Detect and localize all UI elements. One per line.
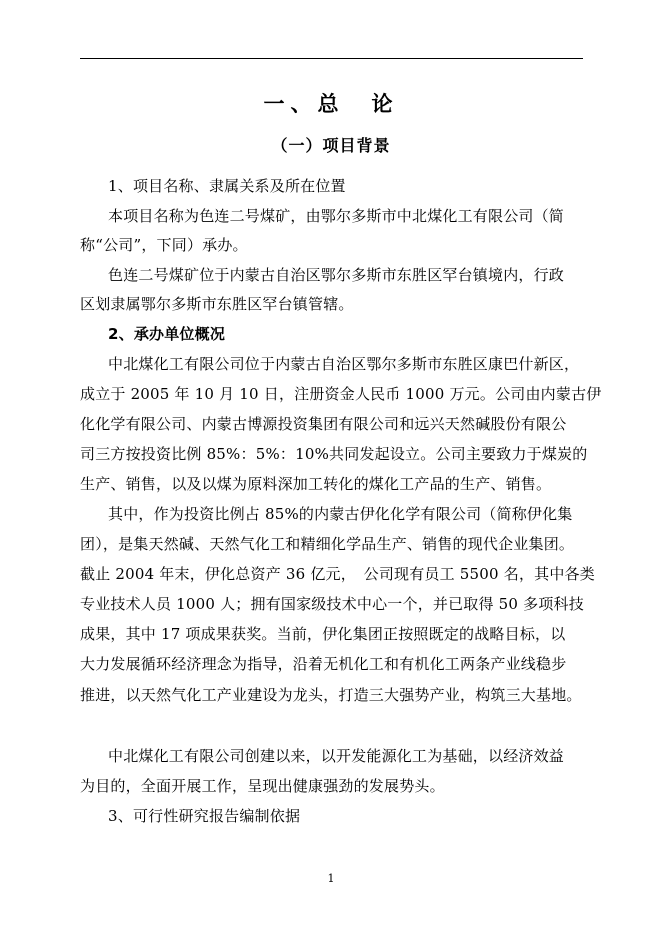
paragraph-line: 大力发展循环经济理念为指导，沿着无机化工和有机化工两条产业线稳步 xyxy=(80,655,567,673)
paragraph-line: 截止 2004 年末，伊化总资产 36 亿元， 公司现有员工 5500 名，其中各类 xyxy=(80,565,595,583)
chapter-title: 一、总 论 xyxy=(263,92,399,116)
paragraph-line: 称“公司”，下同）承办。 xyxy=(80,236,248,254)
header-rule xyxy=(80,58,583,59)
paragraph-line: 专业技术人员 1000 人；拥有国家级技术中心一个，并已取得 50 多项科技 xyxy=(80,595,584,613)
paragraph-line: 化化学有限公司、内蒙古博源投资集团有限公司和远兴天然碱股份有限公 xyxy=(80,415,567,433)
paragraph-line: 为目的，全面开展工作，呈现出健康强劲的发展势头。 xyxy=(80,777,445,795)
paragraph-line: 中北煤化工有限公司位于内蒙古自治区鄂尔多斯市东胜区康巴什新区， xyxy=(108,355,580,373)
paragraph-line: 司三方按投资比例 85%：5%：10%共同发起设立。公司主要致力于煤炭的 xyxy=(80,445,588,463)
paragraph-line: 本项目名称为色连二号煤矿，由鄂尔多斯市中北煤化工有限公司（简 xyxy=(108,207,565,225)
paragraph-line: 成立于 2005 年 10 月 10 日，注册资金人民币 1000 万元。公司由内蒙古伊 xyxy=(80,385,602,403)
section-title: （一）项目背景 xyxy=(271,136,391,155)
paragraph-line: 团），是集天然碱、天然气化工和精细化学品生产、销售的现代企业集团。 xyxy=(80,535,575,553)
paragraph-line: 色连二号煤矿位于内蒙古自治区鄂尔多斯市东胜区罕台镇境内，行政 xyxy=(108,266,565,284)
item-heading-3: 3、可行性研究报告编制依据 xyxy=(108,807,301,825)
paragraph-line: 其中，作为投资比例占 85%的内蒙古伊化化学有限公司（简称伊化集 xyxy=(108,505,573,523)
paragraph-line: 成果，其中 17 项成果获奖。当前，伊化集团正按照既定的战略目标，以 xyxy=(80,625,566,643)
item-heading-1: 1、项目名称、隶属关系及所在位置 xyxy=(108,177,346,195)
paragraph-line: 推进，以天然气化工产业建设为龙头，打造三大强势产业，构筑三大基地。 xyxy=(80,686,582,704)
page-number: 1 xyxy=(327,872,335,885)
paragraph-line: 生产、销售，以及以煤为原料深加工转化的煤化工产品的生产、销售。 xyxy=(80,475,552,493)
paragraph-line: 中北煤化工有限公司创建以来，以开发能源化工为基础，以经济效益 xyxy=(108,747,565,765)
paragraph-line: 区划隶属鄂尔多斯市东胜区罕台镇管辖。 xyxy=(80,295,354,313)
item-heading-2: 2、承办单位概况 xyxy=(108,325,226,343)
